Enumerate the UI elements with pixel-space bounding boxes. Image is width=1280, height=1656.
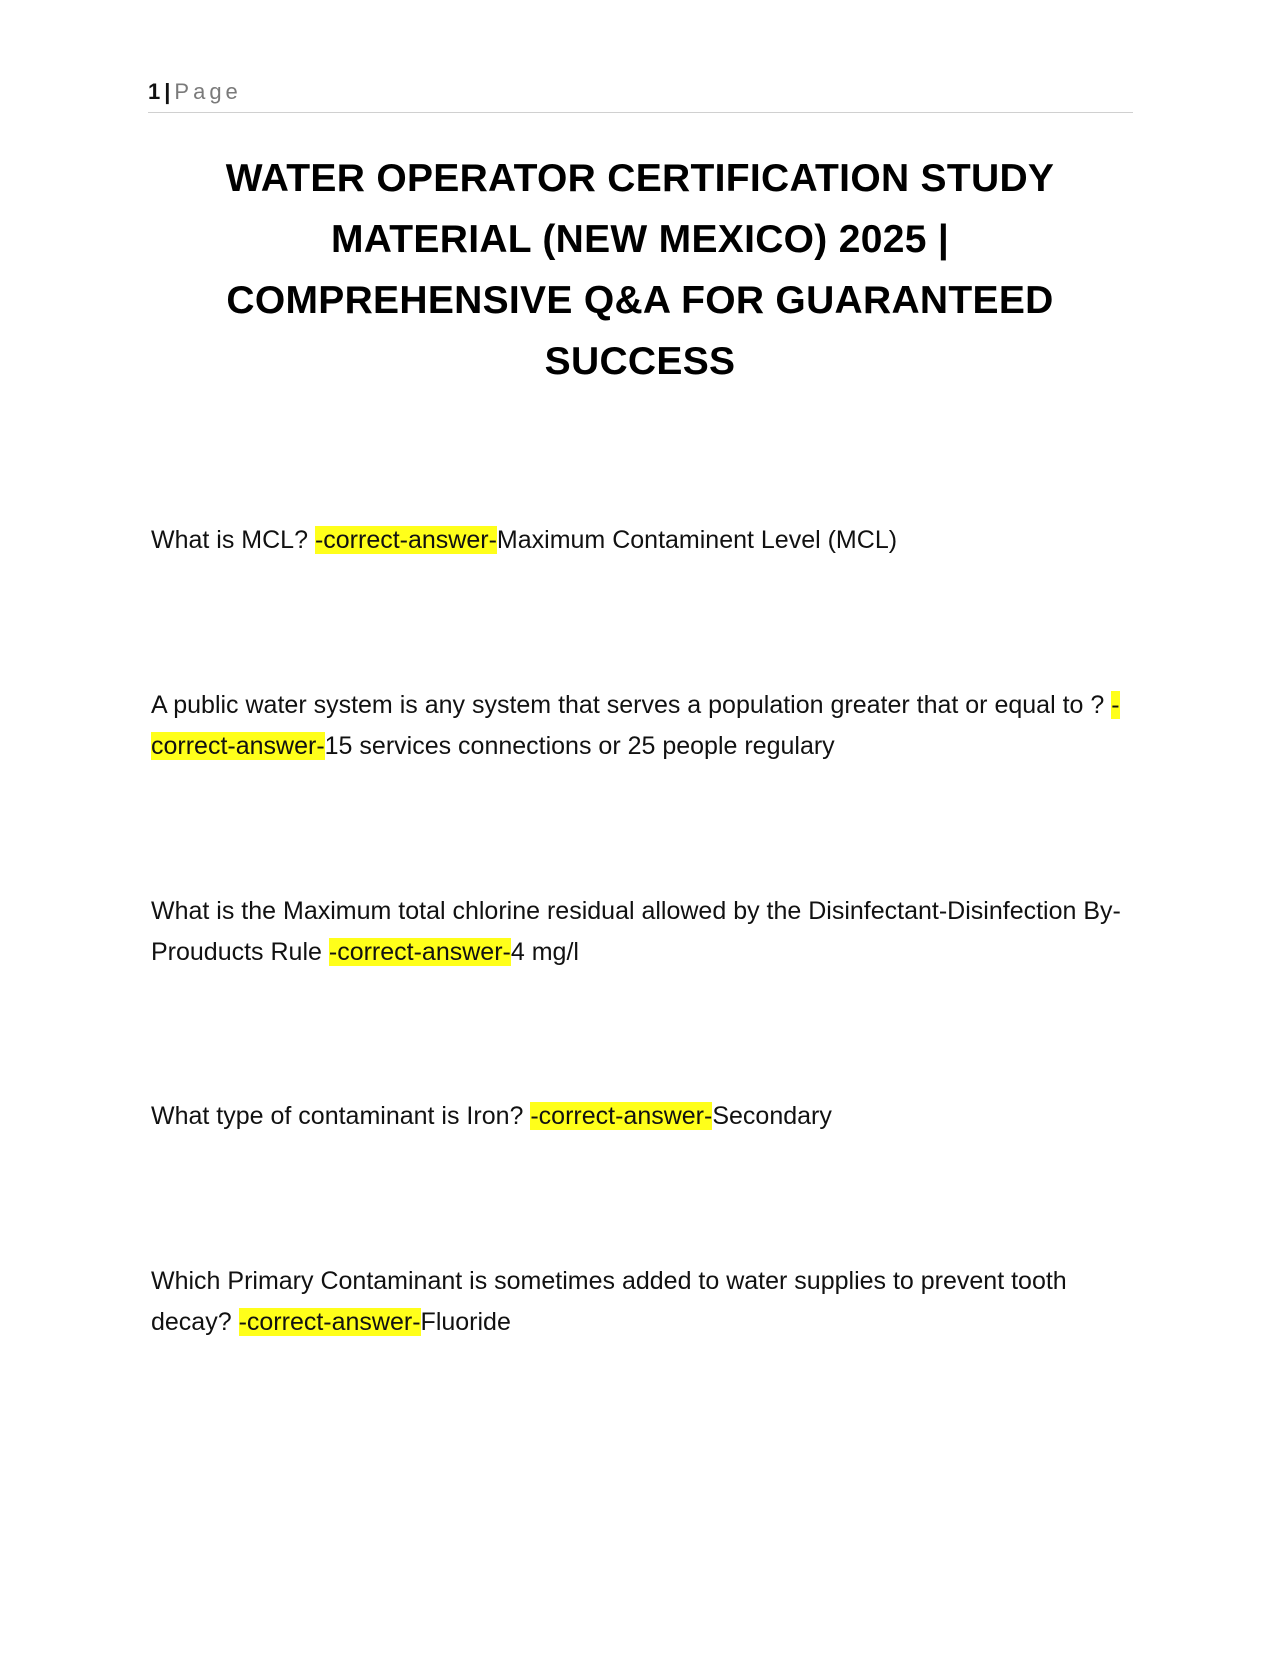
answer-marker: -correct-answer- (151, 691, 1120, 760)
page-number: 1 (148, 79, 161, 104)
answer-text: Secondary (712, 1102, 832, 1130)
qa-item (151, 891, 1131, 973)
question-text: Which Primary Contaminant is sometimes added to water supplies to prevent tooth decay? (151, 1267, 1067, 1336)
qa-item (151, 1096, 1131, 1137)
answer-text: Fluoride (420, 1308, 511, 1336)
answer-marker: -correct-answer- (314, 526, 497, 554)
question-text: What type of contaminant is Iron? (151, 1102, 531, 1130)
page-header (148, 78, 1133, 113)
answer-marker: -correct-answer- (238, 1308, 421, 1336)
question-text: What is the Maximum total chlorine residual allowed by the Disinfectant-Disinfection By-Prouducts Rule (151, 897, 1121, 966)
answer-text: 15 services connections or 25 people regulary (324, 732, 835, 760)
qa-item (151, 520, 1131, 561)
question-text: A public water system is any system that serves a population greater that or equal to ? (151, 691, 1112, 719)
page-label: Page (174, 79, 242, 104)
answer-marker: -correct-answer- (530, 1102, 713, 1130)
answer-text: 4 mg/l (510, 938, 579, 966)
page-separator: | (164, 79, 171, 104)
question-text: What is MCL? (151, 526, 315, 554)
answer-marker: -correct-answer- (328, 938, 511, 966)
qa-item (151, 685, 1131, 767)
document-title: WATER OPERATOR CERTIFICATION STUDY MATERIAL (NEW MEXICO) 2025 | COMPREHENSIVE Q&A FOR GUARANTEED SUCCESS (225, 157, 1055, 383)
qa-item (151, 1261, 1131, 1343)
answer-text: Maximum Contaminent Level (MCL) (496, 526, 898, 554)
